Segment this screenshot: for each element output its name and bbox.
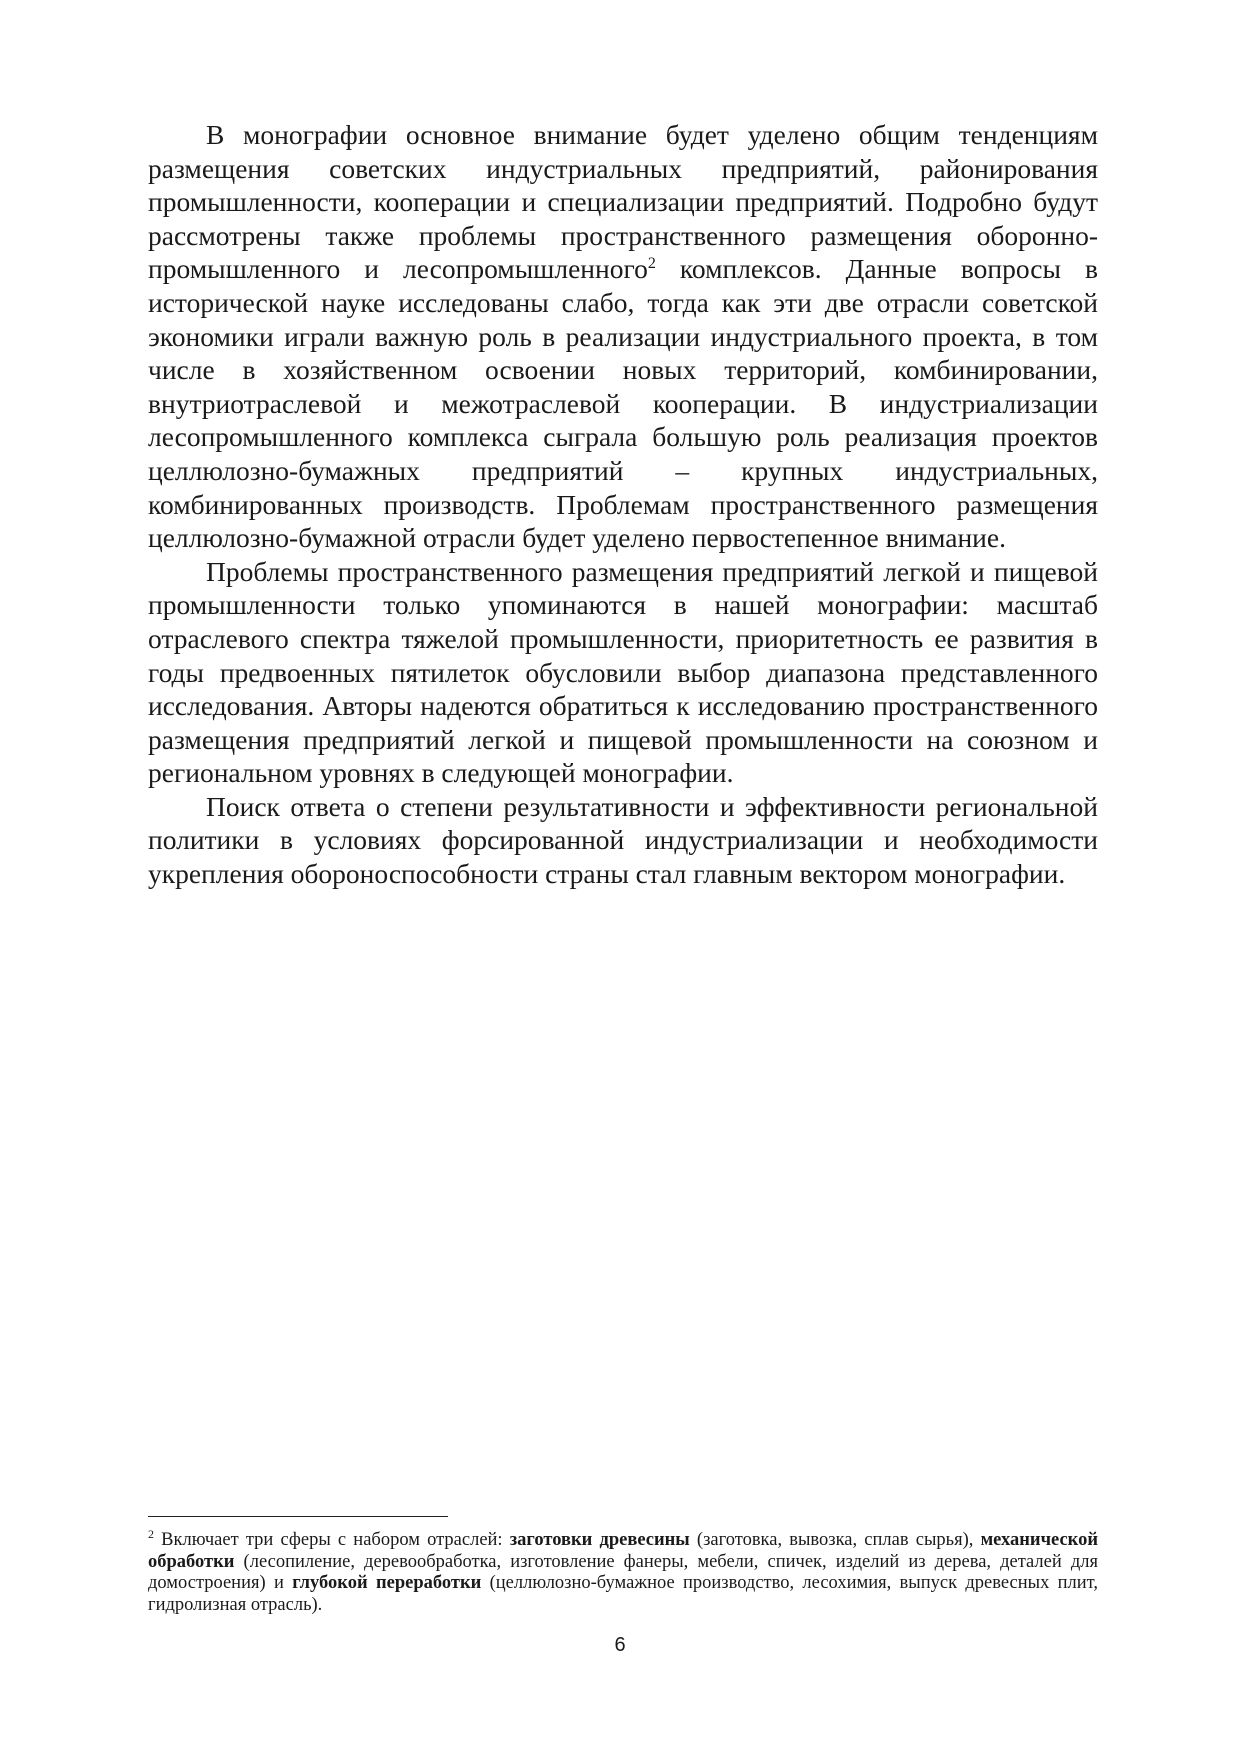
footnote-text-2: (заготовка, вывозка, сплав сырья), [689, 1530, 981, 1550]
footnote-separator [148, 1516, 448, 1517]
main-text [148, 118, 1098, 891]
footnote-term-deep-processing: глубокой переработки [292, 1573, 482, 1593]
footnote [148, 1526, 1099, 1616]
paragraph-1-text-a: В монографии основное внимание будет уделено общим тенденциям размещения советских индустриальных предприятий, районирования промышленности, кооперации и специализации предприятий. Подробно будут рассмотрены также проблемы пространственного размещения оборонно-промышленного и лесопромышленного [148, 119, 1098, 285]
paragraph-3: Поиск ответа о степени результативности и эффективности региональной политики в условиях форсированной индустриализации и необходимости укрепления обороноспособности страны стал главным вектором монографии. [148, 790, 1098, 890]
footnote-term-mechanical-processing: механической обработки [148, 1530, 1098, 1572]
paragraph-1-text-b: комплексов. Данные вопросы в исторической науке исследованы слабо, тогда как эти две отрасли советской экономики играли важную роль в реализации индустриального проекта, в том числе в хозяйственном освоении новых территорий, комбинировании, внутриотраслевой и межотраслевой кооперации. В индустриализации лесопромышленного комплекса сыграла большую роль реализация проектов целлюлозно-бумажных предприятий – крупных индустриальных, комбинированных производств. Проблемам пространственного размещения целлюлозно-бумажной отрасли будет уделено первостепенное внимание. [148, 253, 1098, 554]
footnote-marker: 2 [148, 1526, 154, 1541]
footnote-text-4: (целлюлозно-бумажное производство, лесохимия, выпуск древесных плит, гидролизная отрасль). [148, 1573, 1099, 1615]
footnote-text-1: Включает три сферы с набором отраслей: [154, 1530, 510, 1550]
paragraph-2: Проблемы пространственного размещения предприятий легкой и пищевой промышленности только упоминаются в нашей монографии: масштаб отраслевого спектра тяжелой промышленности, приоритетность ее развития в годы предвоенных пятилеток обусловили выбор диапазона представленного исследования. Авторы надеются обратиться к исследованию пространственного размещения предприятий легкой и пищевой промышленности на союзном и региональном уровнях в следующей монографии. [148, 555, 1098, 789]
paragraph-1 [148, 118, 1098, 555]
page-number: 6 [614, 1634, 626, 1656]
footnote-term-timber-harvesting: заготовки древесины [509, 1530, 690, 1550]
footnote-text-3: (лесопиление, деревообработка, изготовление фанеры, мебели, спичек, изделий из дерева, деталей для домостроения) и [148, 1551, 1098, 1593]
footnote-reference[interactable]: 2 [647, 255, 656, 273]
